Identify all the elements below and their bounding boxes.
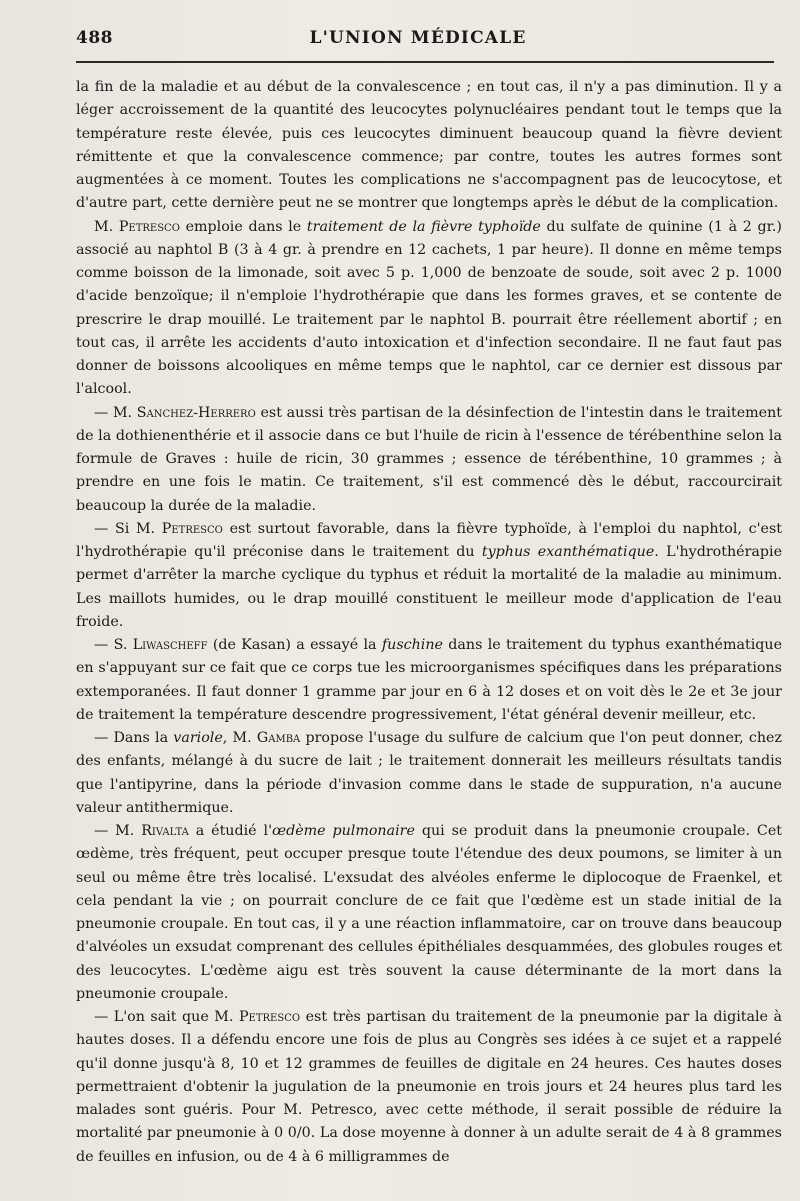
italic-term: fuschine [381, 637, 443, 653]
text-run: propose l'usage du sulfure de calcium que l'on peut donner, chez des enfants, mélangé à du sucre de lait ; le traitement donnerait les meilleurs résultats tandis que l'antipyrine, dans la période d'invasion comme dans le stade de suppuration, n'a aucune valeur antithermique. [76, 730, 783, 816]
header-rule [76, 61, 774, 63]
text-run: dans le traitement du typhus exanthématique en s'appuyant sur ce fait que ce corps tue les microorganismes spécifiques dans les préparations extemporanées. Il faut donner 1 gramme par jour en 6 à 12 doses et on voit dès le 2e et 3e jour de traitement la température descendre progressivement, l'état général devenir meilleur, etc. [76, 637, 782, 723]
text-run: — M. [94, 823, 142, 839]
text-run: M. [94, 218, 119, 235]
paragraph [76, 820, 782, 1006]
text-run: , M. [222, 730, 257, 746]
paragraph [76, 402, 782, 518]
author-name: Petresco [118, 218, 180, 235]
paragraph [76, 634, 782, 727]
text-run: est très partisan du traitement de la pneumonie par la digitale à hautes doses. Il a défendu encore une fois de plus au Congrès ses idées à ce sujet et a rappelé qu'il donne jusqu'à 8, 10 et 12 grammes de feuilles de digitale en 24 heures. Ces hautes doses permettraient d'obtenir la jugulation de la pneumonie en trois jours et 24 heures plus tard les malades sont guéris. Pour M. Petresco, avec cette méthode, il serait possible de réduire la mortalité par pneumonie à 0 0/0. La dose moyenne à donner à un adulte serait de 4 à 8 grammes de feuilles en infusion, ou de 4 à 6 milligrammes de [76, 1009, 782, 1165]
text-run: (de Kasan) a essayé la [207, 637, 382, 653]
author-name: Gamba [256, 730, 301, 746]
text-run: a étudié l' [188, 823, 272, 839]
running-title: L'UNION MÉDICALE [309, 28, 527, 48]
italic-term: traitement de la fièvre typhoïde [306, 218, 541, 235]
paragraph [76, 727, 782, 820]
page-header [76, 28, 760, 58]
page-number: 488 [76, 28, 113, 48]
author-name: Sanchez-Herrero [136, 404, 256, 421]
italic-term: œdème pulmonaire [271, 823, 415, 839]
text-run: qui se produit dans la pneumonie croupale. Cet œdème, très fréquent, peut occuper presque toute l'étendue des deux poumons, se limiter à un seul ou même être très localisé. L'exsudat des alvéoles enferme le diplocoque de Fraenkel, et cela pendant la vie ; on pourrait conclure de ce fait que l'œdème est un stade initial de la pneumonie croupale. En tout cas, il y a une réaction inflammatoire, car on trouve dans beaucoup d'alvéoles un exsudat comprenant des cellules épithéliales desquammées, des globules rouges et des leucocytes. L'œdème aigu est très souvent la cause déterminante de la mort dans la pneumonie croupale. [76, 823, 782, 1002]
text-run: est aussi très partisan de la désinfection de l'intestin dans le traitement de la dothienenthérie et il associe dans ce but l'huile de ricin à l'essence de térébenthine selon la formule de Graves : huile de ricin, 30 grammes ; essence de térébenthine, 10 grammes ; à prendre en une fois le matin. Ce traitement, s'il est commencé dès le début, raccourcirait beaucoup la durée de la maladie. [76, 404, 782, 514]
italic-term: variole [173, 730, 223, 746]
text-run: — M. [94, 404, 137, 421]
italic-term: typhus exanthématique [481, 544, 655, 560]
author-name: Rivalta [141, 823, 189, 839]
author-name: Petresco [238, 1009, 301, 1025]
paragraph [76, 518, 782, 634]
text-run: — S. [94, 637, 133, 653]
text-run: — Si M. [94, 520, 162, 537]
text-run: la fin de la maladie et au début de la convalescence ; en tout cas, il n'y a pas diminution. Il y a léger accroissement de la quantité des leucocytes polynucléaires pendant tout le temps que la température reste élevée, puis ces leucocytes diminuent beaucoup quand la fièvre devient rémittente et que la convalescence commence; par contre, toutes les autres formes sont augmentées à ce moment. Toutes les complications ne s'accompagnent pas de leucocytose, et d'autre part, cette dernière peut ne se montrer que longtemps après le début de la complication. [76, 79, 782, 212]
article-body [76, 76, 782, 1169]
author-name: Liwascheff [132, 637, 208, 653]
paragraph [76, 216, 782, 402]
text-run: du sulfate de quinine (1 à 2 gr.) associé au naphtol B (3 à 4 gr. à prendre en 12 cachets, 1 par heure). Il donne en même temps comme boisson de la limonade, soit avec 5 p. 1,000 de benzoate de soude, soit avec 2 p. 1000 d'acide benzoïque; il n'emploie l'hydrothérapie que dans les formes graves, et se contente de prescrire le drap mouillé. Le traitement par le naphtol B. pourrait être réellement abortif ; en tout cas, il arrête les accidents d'auto intoxication et d'infection secondaire. Il ne faut faut pas donner de boissons alcooliques en même temps que le naphtol, car ce dernier est dissous par l'alcool. [76, 218, 782, 398]
author-name: Petresco [161, 520, 223, 537]
text-run: emploie dans le [179, 218, 307, 235]
text-run: — L'on sait que M. [94, 1009, 239, 1025]
text-run: est surtout favorable, dans la fièvre typhoïde, à l'emploi du naphtol, c'est l'hydrothérapie qu'il préconise dans le traitement du [76, 520, 783, 560]
paragraph [76, 76, 782, 216]
text-run: . L'hydrothérapie permet d'arrêter la marche cyclique du typhus et réduit la mortalité de la maladie au minimum. Les maillots humides, ou le drap mouillé constituent le meilleur mode d'application de l'eau froide. [76, 544, 782, 630]
text-run: — Dans la [94, 730, 174, 746]
paragraph [76, 1006, 782, 1169]
